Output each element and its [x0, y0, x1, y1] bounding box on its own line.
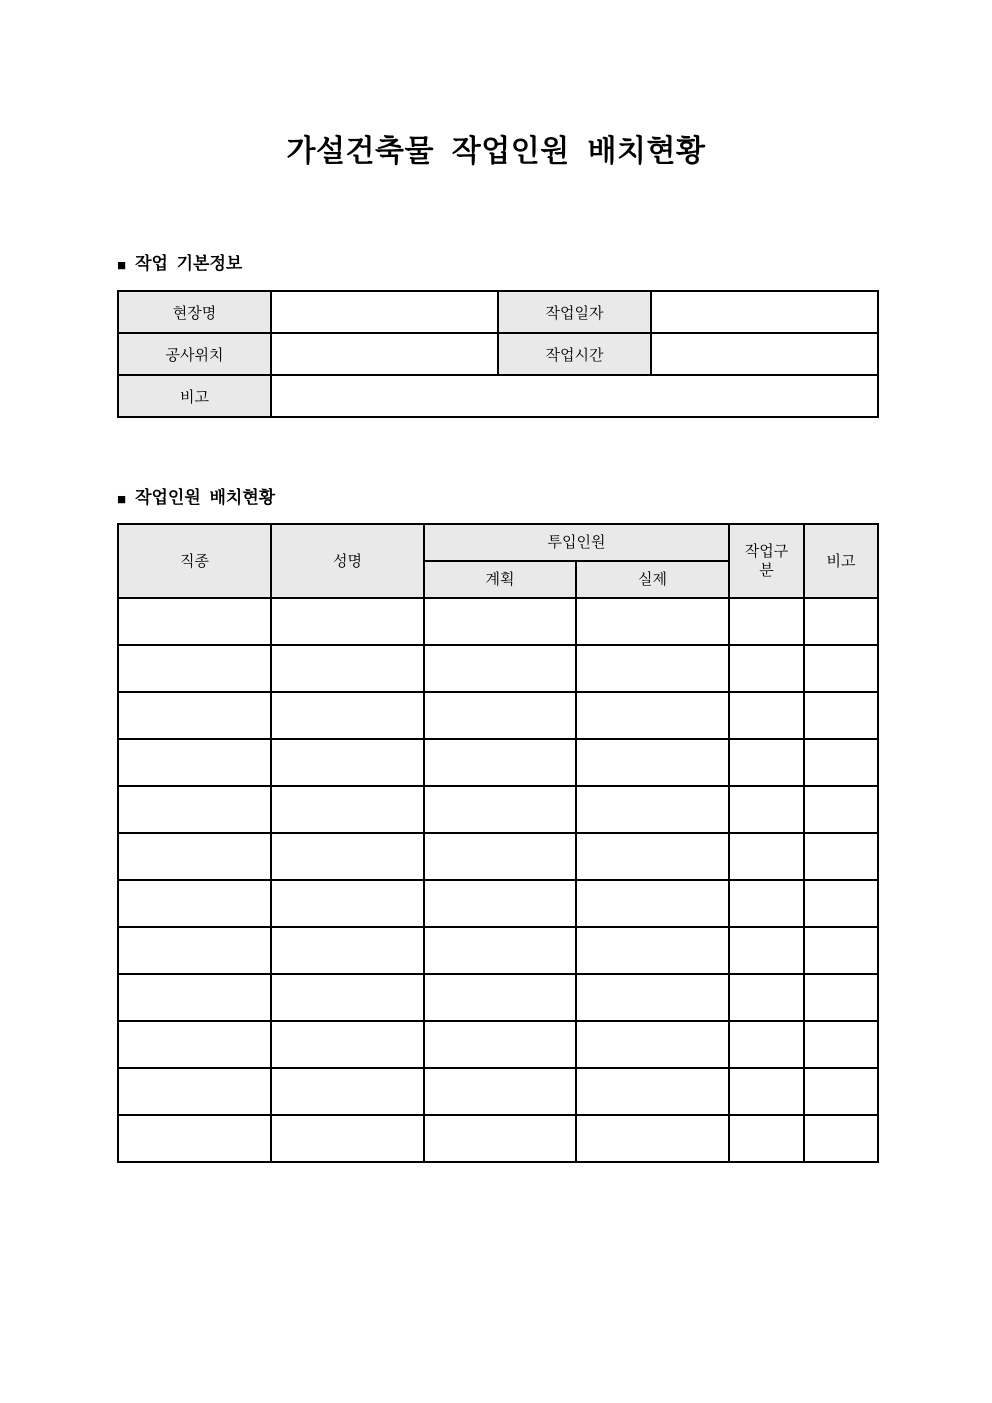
empty-cell: [729, 833, 804, 880]
empty-cell: [804, 598, 878, 645]
personnel-empty-row: [118, 786, 878, 833]
basic-info-table: [117, 290, 879, 418]
col-header-job-type: 직종: [118, 524, 271, 598]
table-row: [118, 333, 878, 375]
empty-cell: [271, 1115, 424, 1162]
personnel-empty-row: [118, 927, 878, 974]
work-time-value: [651, 333, 878, 375]
empty-cell: [576, 927, 729, 974]
empty-cell: [271, 739, 424, 786]
empty-cell: [271, 786, 424, 833]
construction-location-label: 공사위치: [118, 333, 271, 375]
empty-cell: [424, 692, 576, 739]
remarks-label: 비고: [118, 375, 271, 417]
empty-cell: [576, 739, 729, 786]
site-name-value: [271, 291, 498, 333]
empty-cell: [804, 692, 878, 739]
personnel-empty-row: [118, 880, 878, 927]
empty-cell: [118, 692, 271, 739]
document-title: 가설건축물 작업인원 배치현황: [286, 135, 706, 168]
col-header-name: 성명: [271, 524, 424, 598]
personnel-empty-row: [118, 1068, 878, 1115]
personnel-empty-row: [118, 692, 878, 739]
col-header-work-category: 작업구분: [729, 524, 804, 598]
construction-location-value: [271, 333, 498, 375]
empty-cell: [424, 1068, 576, 1115]
empty-cell: [729, 645, 804, 692]
empty-cell: [271, 927, 424, 974]
empty-cell: [271, 974, 424, 1021]
personnel-empty-row: [118, 974, 878, 1021]
empty-cell: [576, 1021, 729, 1068]
section-basic-info: [117, 253, 877, 418]
empty-cell: [271, 645, 424, 692]
empty-cell: [804, 645, 878, 692]
empty-cell: [424, 645, 576, 692]
header-row: [118, 524, 878, 561]
empty-cell: [271, 598, 424, 645]
empty-cell: [576, 1115, 729, 1162]
basic-info-heading: [117, 253, 877, 275]
empty-cell: [804, 833, 878, 880]
personnel-table: [117, 523, 879, 1163]
empty-cell: [576, 645, 729, 692]
col-header-deployed-personnel: 투입인원: [424, 524, 729, 561]
personnel-empty-row: [118, 645, 878, 692]
empty-cell: [424, 833, 576, 880]
basic-info-heading-text: 작업 기본정보: [135, 254, 243, 273]
personnel-heading-text: 작업인원 배치현황: [135, 488, 276, 507]
empty-cell: [424, 974, 576, 1021]
personnel-heading: [117, 487, 877, 509]
section-personnel: [117, 487, 877, 1163]
empty-cell: [729, 598, 804, 645]
empty-cell: [729, 786, 804, 833]
personnel-empty-row: [118, 739, 878, 786]
table-row: [118, 375, 878, 417]
table-row: [118, 291, 878, 333]
empty-cell: [118, 1115, 271, 1162]
personnel-empty-row: [118, 833, 878, 880]
personnel-table-body: [118, 598, 878, 1162]
empty-cell: [118, 880, 271, 927]
empty-cell: [118, 974, 271, 1021]
empty-cell: [804, 1068, 878, 1115]
empty-cell: [118, 645, 271, 692]
col-header-remarks: 비고: [804, 524, 878, 598]
empty-cell: [729, 880, 804, 927]
empty-cell: [424, 1021, 576, 1068]
square-bullet-icon: ■: [117, 256, 127, 274]
empty-cell: [118, 927, 271, 974]
empty-cell: [804, 927, 878, 974]
empty-cell: [118, 598, 271, 645]
personnel-empty-row: [118, 1021, 878, 1068]
empty-cell: [729, 974, 804, 1021]
empty-cell: [424, 786, 576, 833]
empty-cell: [118, 739, 271, 786]
empty-cell: [804, 786, 878, 833]
empty-cell: [576, 692, 729, 739]
personnel-empty-row: [118, 1115, 878, 1162]
empty-cell: [118, 833, 271, 880]
empty-cell: [271, 1068, 424, 1115]
empty-cell: [576, 598, 729, 645]
empty-cell: [424, 1115, 576, 1162]
empty-cell: [271, 692, 424, 739]
empty-cell: [804, 1021, 878, 1068]
empty-cell: [576, 880, 729, 927]
empty-cell: [424, 739, 576, 786]
work-time-label: 작업시간: [498, 333, 651, 375]
empty-cell: [729, 1068, 804, 1115]
empty-cell: [804, 974, 878, 1021]
empty-cell: [118, 786, 271, 833]
empty-cell: [576, 1068, 729, 1115]
empty-cell: [271, 1021, 424, 1068]
empty-cell: [118, 1021, 271, 1068]
empty-cell: [729, 927, 804, 974]
empty-cell: [729, 1021, 804, 1068]
empty-cell: [118, 1068, 271, 1115]
empty-cell: [424, 880, 576, 927]
document-content: [117, 253, 877, 1163]
empty-cell: [271, 833, 424, 880]
col-header-plan: 계획: [424, 561, 576, 598]
square-bullet-icon: ■: [117, 490, 127, 508]
empty-cell: [271, 880, 424, 927]
remarks-value: [271, 375, 878, 417]
empty-cell: [576, 974, 729, 1021]
empty-cell: [576, 833, 729, 880]
empty-cell: [576, 786, 729, 833]
empty-cell: [729, 739, 804, 786]
empty-cell: [424, 927, 576, 974]
empty-cell: [804, 739, 878, 786]
personnel-empty-row: [118, 598, 878, 645]
work-date-value: [651, 291, 878, 333]
empty-cell: [729, 1115, 804, 1162]
site-name-label: 현장명: [118, 291, 271, 333]
empty-cell: [729, 692, 804, 739]
work-date-label: 작업일자: [498, 291, 651, 333]
empty-cell: [424, 598, 576, 645]
col-header-actual: 실제: [576, 561, 729, 598]
empty-cell: [804, 1115, 878, 1162]
empty-cell: [804, 880, 878, 927]
